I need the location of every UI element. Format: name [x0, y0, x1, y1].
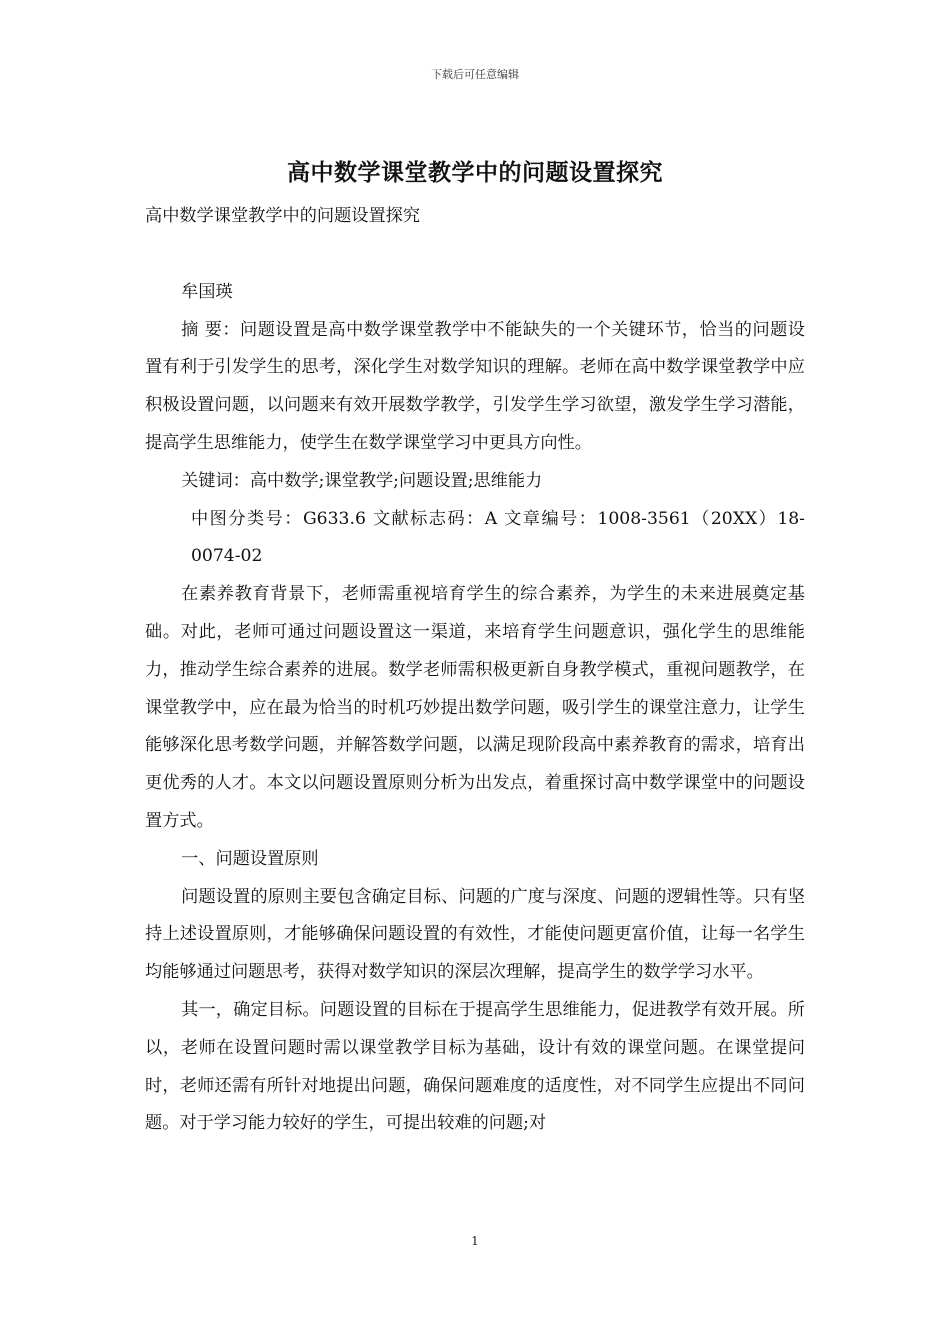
author: 牟国瑛	[181, 281, 233, 302]
paragraph-principles: 问题设置的原则主要包含确定目标、问题的广度与深度、问题的逻辑性等。只有坚持上述设置原则，才能够确保问题设置的有效性，才能使问题更富价值，让每一名学生均能够通过问题思考，获得对数学知识的深层次理解，提高学生的数学学习水平。	[145, 886, 805, 983]
keywords: 关键词：高中数学;课堂教学;问题设置;思维能力	[181, 470, 543, 491]
paragraph-intro: 在素养教育背景下，老师需重视培育学生的综合素养，为学生的未来进展奠定基础。对此，老师可通过问题设置这一渠道，来培育学生问题意识，强化学生的思维能力，推动学生综合素养的进展。数学老师需积极更新自身教学模式，重视问题教学，在课堂教学中，应在最为恰当的时机巧妙提出数学问题，吸引学生的课堂注意力，让学生能够深化思考数学问题，并解答数学问题，以满足现阶段高中素养教育的需求，培育出更优秀的人才。本文以问题设置原则分析为出发点，着重探讨高中数学课堂中的问题设置方式。	[145, 584, 805, 831]
section-heading: 一、问题设置原则	[181, 848, 319, 869]
document-body	[145, 198, 805, 1143]
page-number: 1	[471, 1234, 479, 1248]
document-title: 高中数学课堂教学中的问题设置探究	[287, 159, 663, 186]
abstract: 摘 要：问题设置是高中数学课堂教学中不能缺失的一个关键环节，恰当的问题设置有利于引发学生的思考，深化学生对数学知识的理解。老师在高中数学课堂教学中应积极设置问题，以问题来有效开展数学教学，引发学生学习欲望，激发学生学习潜能，提高学生思维能力，使学生在数学课堂学习中更具方向性。	[145, 319, 805, 453]
classification-info: 中图分类号：G633.6 文献标志码：A 文章编号：1008-3561（20XX）18-0074-02	[191, 508, 805, 567]
paragraph-goal: 其一，确定目标。问题设置的目标在于提高学生思维能力，促进教学有效开展。所以，老师在设置问题时需以课堂教学目标为基础，设计有效的课堂问题。在课堂提问时，老师还需有所针对地提出问题，确保问题难度的适度性，对不同学生应提出不同问题。对于学习能力较好的学生，可提出较难的问题;对	[145, 999, 805, 1134]
header-note: 下载后可任意编辑	[431, 68, 519, 81]
subtitle: 高中数学课堂教学中的问题设置探究	[145, 206, 421, 226]
